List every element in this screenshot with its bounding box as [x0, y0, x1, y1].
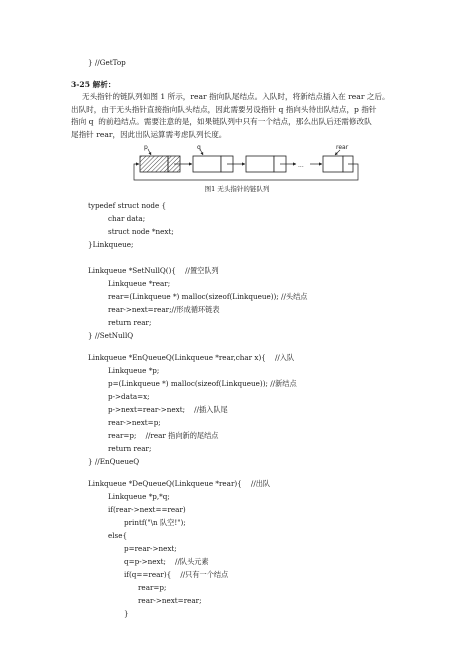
- pointer-label-p: p: [144, 144, 148, 151]
- paragraph-line: 指向 q 的前趋结点。需要注意的是，如果链队列中只有一个结点，那么出队后还需修改队: [71, 117, 372, 126]
- code-line: p->next=rear->next; //插入队尾: [108, 405, 228, 414]
- code-line-gettop-end: } //GetTop: [88, 58, 126, 67]
- code-line: q=p->next; //队头元素: [124, 557, 209, 566]
- code-line: printf("\n 队空!");: [124, 518, 186, 527]
- code-line: char data;: [108, 214, 146, 223]
- code-line: Linkqueue *p;: [108, 366, 160, 375]
- figure-caption: 图1 无头指针的链队列: [204, 185, 270, 193]
- pointer-label-q: q: [197, 144, 201, 151]
- code-line: Linkqueue *p,*q;: [108, 492, 170, 501]
- pointer-label-rear: rear: [336, 144, 349, 151]
- ellipsis-label: ...: [298, 162, 304, 169]
- paragraph-line: 出队时，由于无头指针直接指向队头结点，因此需要另设指针 q 指向头待出队结点，p 指针: [71, 104, 377, 114]
- code-line: }Linkqueue;: [88, 240, 134, 249]
- paragraph-line: 尾指针 rear，因此出队运算需考虑队列长度。: [71, 129, 227, 139]
- code-line: p=rear->next;: [124, 544, 177, 553]
- code-line: return rear;: [108, 444, 152, 453]
- code-line: }: [124, 609, 129, 618]
- code-line: rear->next=p;: [108, 418, 161, 427]
- code-line: Linkqueue *SetNullQ(){ //置空队列: [88, 266, 219, 275]
- code-line: rear->next=rear;: [138, 596, 202, 605]
- code-line: Linkqueue *EnQueueQ(Linkqueue *rear,char x){ //入队: [88, 353, 295, 362]
- linked-queue-diagram: [130, 142, 360, 184]
- code-line: typedef struct node {: [88, 201, 167, 210]
- code-line: return rear;: [108, 318, 152, 327]
- code-line: if(rear->next==rear): [108, 505, 186, 514]
- code-line: struct node *next;: [108, 227, 174, 236]
- code-line: p->data=x;: [108, 392, 150, 401]
- code-line: rear->next=rear;//形成循环链表: [108, 305, 220, 314]
- code-line: rear=p; //rear 指向新的尾结点: [108, 431, 219, 440]
- code-line: rear=p;: [138, 583, 167, 592]
- code-line: p=(Linkqueue *) malloc(sizeof(Linkqueue)); //新结点: [108, 379, 297, 388]
- code-line: if(q==rear){ //只有一个结点: [124, 570, 229, 579]
- section-heading: 3-25 解析：: [71, 80, 116, 89]
- code-line: Linkqueue *DeQueueQ(Linkqueue *rear){ //出队: [88, 479, 271, 488]
- paragraph-line: 无头指针的链队列如图 1 所示，rear 指向队尾结点。入队时，将新结点插入在 rear 之后。: [82, 92, 390, 101]
- code-line: rear=(Linkqueue *) malloc(sizeof(Linkqueue)); //头结点: [108, 292, 308, 301]
- code-line: } //SetNullQ: [88, 331, 134, 340]
- code-line: else{: [108, 531, 128, 540]
- code-line: Linkqueue *rear;: [108, 279, 171, 288]
- code-line: } //EnQueueQ: [88, 457, 140, 466]
